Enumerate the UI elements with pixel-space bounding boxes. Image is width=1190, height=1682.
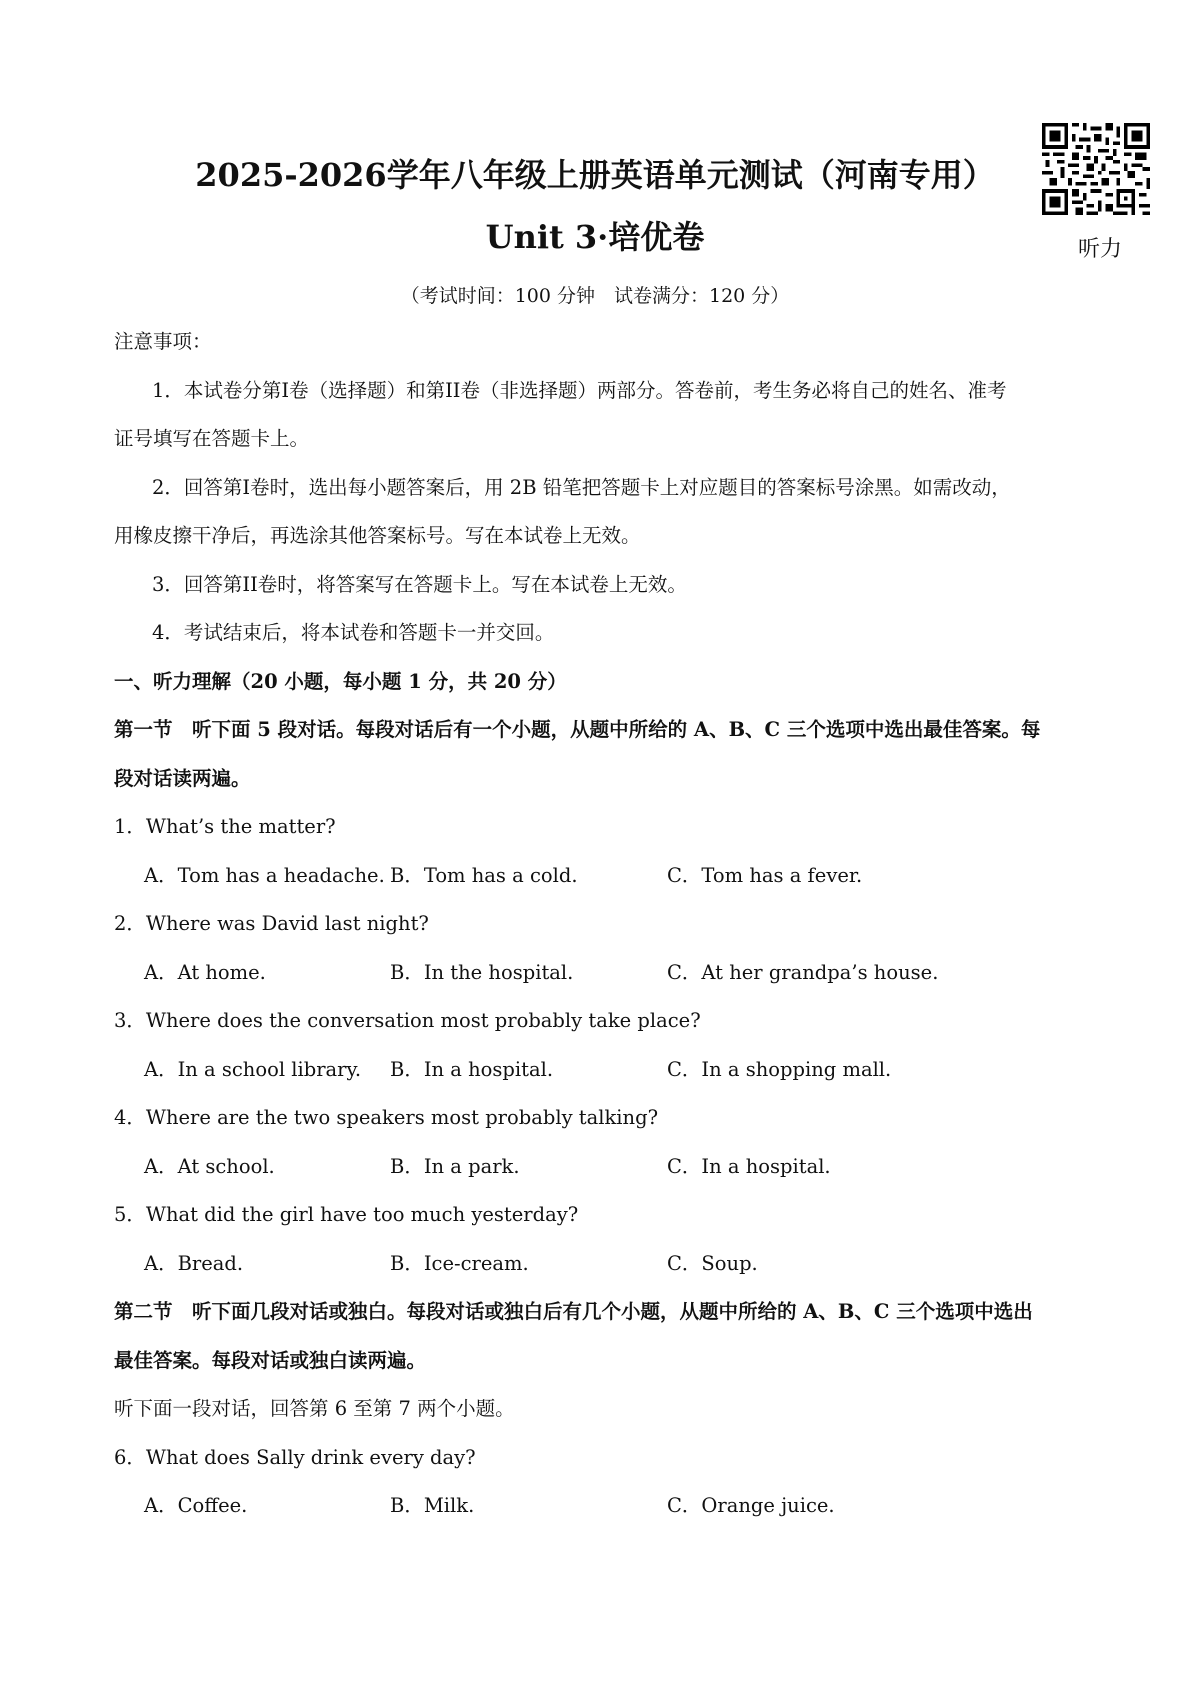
question-5-options bbox=[114, 1240, 1084, 1289]
qr-code-icon bbox=[1042, 123, 1150, 215]
part2-intro: 听下面一段对话，回答第 6 至第 7 两个小题。 bbox=[114, 1397, 515, 1420]
option-a: A．Bread. bbox=[144, 1251, 244, 1275]
note-item-continued: 证号填写在答题卡上。 bbox=[114, 427, 310, 450]
exam-content bbox=[114, 318, 1084, 1531]
question-3-options bbox=[114, 1046, 1084, 1095]
question-6: 6．What does Sally drink every day? bbox=[114, 1445, 476, 1469]
option-a: A．Coffee. bbox=[144, 1494, 248, 1517]
exam-info: （考试时间：100 分钟 试卷满分：120 分） bbox=[400, 285, 790, 307]
part1-instructions: 第一节 听下面 5 段对话。每段对话后有一个小题，从题中所给的 A、B、C 三个选项中选出最佳答案。每 bbox=[114, 718, 1041, 741]
note-item: 1．本试卷分第I卷（选择题）和第II卷（非选择题）两部分。答卷前，考生务必将自己的姓名、准考 bbox=[152, 378, 1007, 402]
question-1: 1．What’s the matter? bbox=[114, 815, 336, 838]
option-c: C．Soup. bbox=[667, 1251, 758, 1275]
question-2: 2．Where was David last night? bbox=[114, 912, 429, 935]
question-5: 5．What did the girl have too much yesterday? bbox=[114, 1203, 579, 1226]
note-item: 4．考试结束后，将本试卷和答题卡一并交回。 bbox=[152, 621, 555, 644]
option-a: A．At home. bbox=[144, 960, 266, 984]
option-b: B．Milk. bbox=[390, 1494, 475, 1517]
part2-instructions: 第二节 听下面几段对话或独白。每段对话或独白后有几个小题，从题中所给的 A、B、C 三个选项中选出 bbox=[114, 1300, 1033, 1323]
section-heading: 一、听力理解（20 小题，每小题 1 分，共 20 分） bbox=[114, 669, 567, 693]
option-c: C．At her grandpa’s house. bbox=[667, 960, 939, 984]
notes-heading: 注意事项： bbox=[114, 330, 212, 353]
option-a: A．At school. bbox=[144, 1154, 275, 1178]
option-c: C．In a shopping mall. bbox=[667, 1057, 892, 1081]
option-b: B．In the hospital. bbox=[390, 960, 574, 984]
question-4-options bbox=[114, 1143, 1084, 1192]
option-b: B．Ice-cream. bbox=[390, 1251, 529, 1275]
exam-title: 2025-2026学年八年级上册英语单元测试（河南专用） bbox=[195, 156, 995, 194]
question-1-options bbox=[114, 852, 1084, 901]
option-c: C．Tom has a fever. bbox=[667, 863, 863, 887]
option-a: A．Tom has a headache. bbox=[144, 863, 385, 887]
part2-instructions-continued: 最佳答案。每段对话或独白读两遍。 bbox=[114, 1348, 427, 1372]
option-a: A．In a school library. bbox=[144, 1057, 362, 1081]
part1-instructions-continued: 段对话读两遍。 bbox=[114, 766, 251, 790]
exam-subtitle: Unit 3·培优卷 bbox=[485, 218, 705, 256]
option-c: C．Orange juice. bbox=[667, 1494, 835, 1517]
option-c: C．In a hospital. bbox=[667, 1154, 831, 1178]
question-2-options bbox=[114, 949, 1084, 998]
note-item: 3．回答第II卷时，将答案写在答题卡上。写在本试卷上无效。 bbox=[152, 572, 687, 596]
question-4: 4．Where are the two speakers most probably talking? bbox=[114, 1106, 659, 1129]
note-item: 2．回答第I卷时，选出每小题答案后，用 2B 铅笔把答题卡上对应题目的答案标号涂黑。如需改动， bbox=[152, 475, 1011, 499]
option-b: B．Tom has a cold. bbox=[390, 863, 578, 887]
option-b: B．In a park. bbox=[390, 1154, 520, 1178]
question-6-options bbox=[114, 1482, 1084, 1531]
qr-label: 听力 bbox=[1078, 237, 1123, 262]
option-b: B．In a hospital. bbox=[390, 1057, 554, 1081]
note-item-continued: 用橡皮擦干净后，再选涂其他答案标号。写在本试卷上无效。 bbox=[114, 524, 641, 547]
question-3: 3．Where does the conversation most probably take place? bbox=[114, 1009, 701, 1032]
